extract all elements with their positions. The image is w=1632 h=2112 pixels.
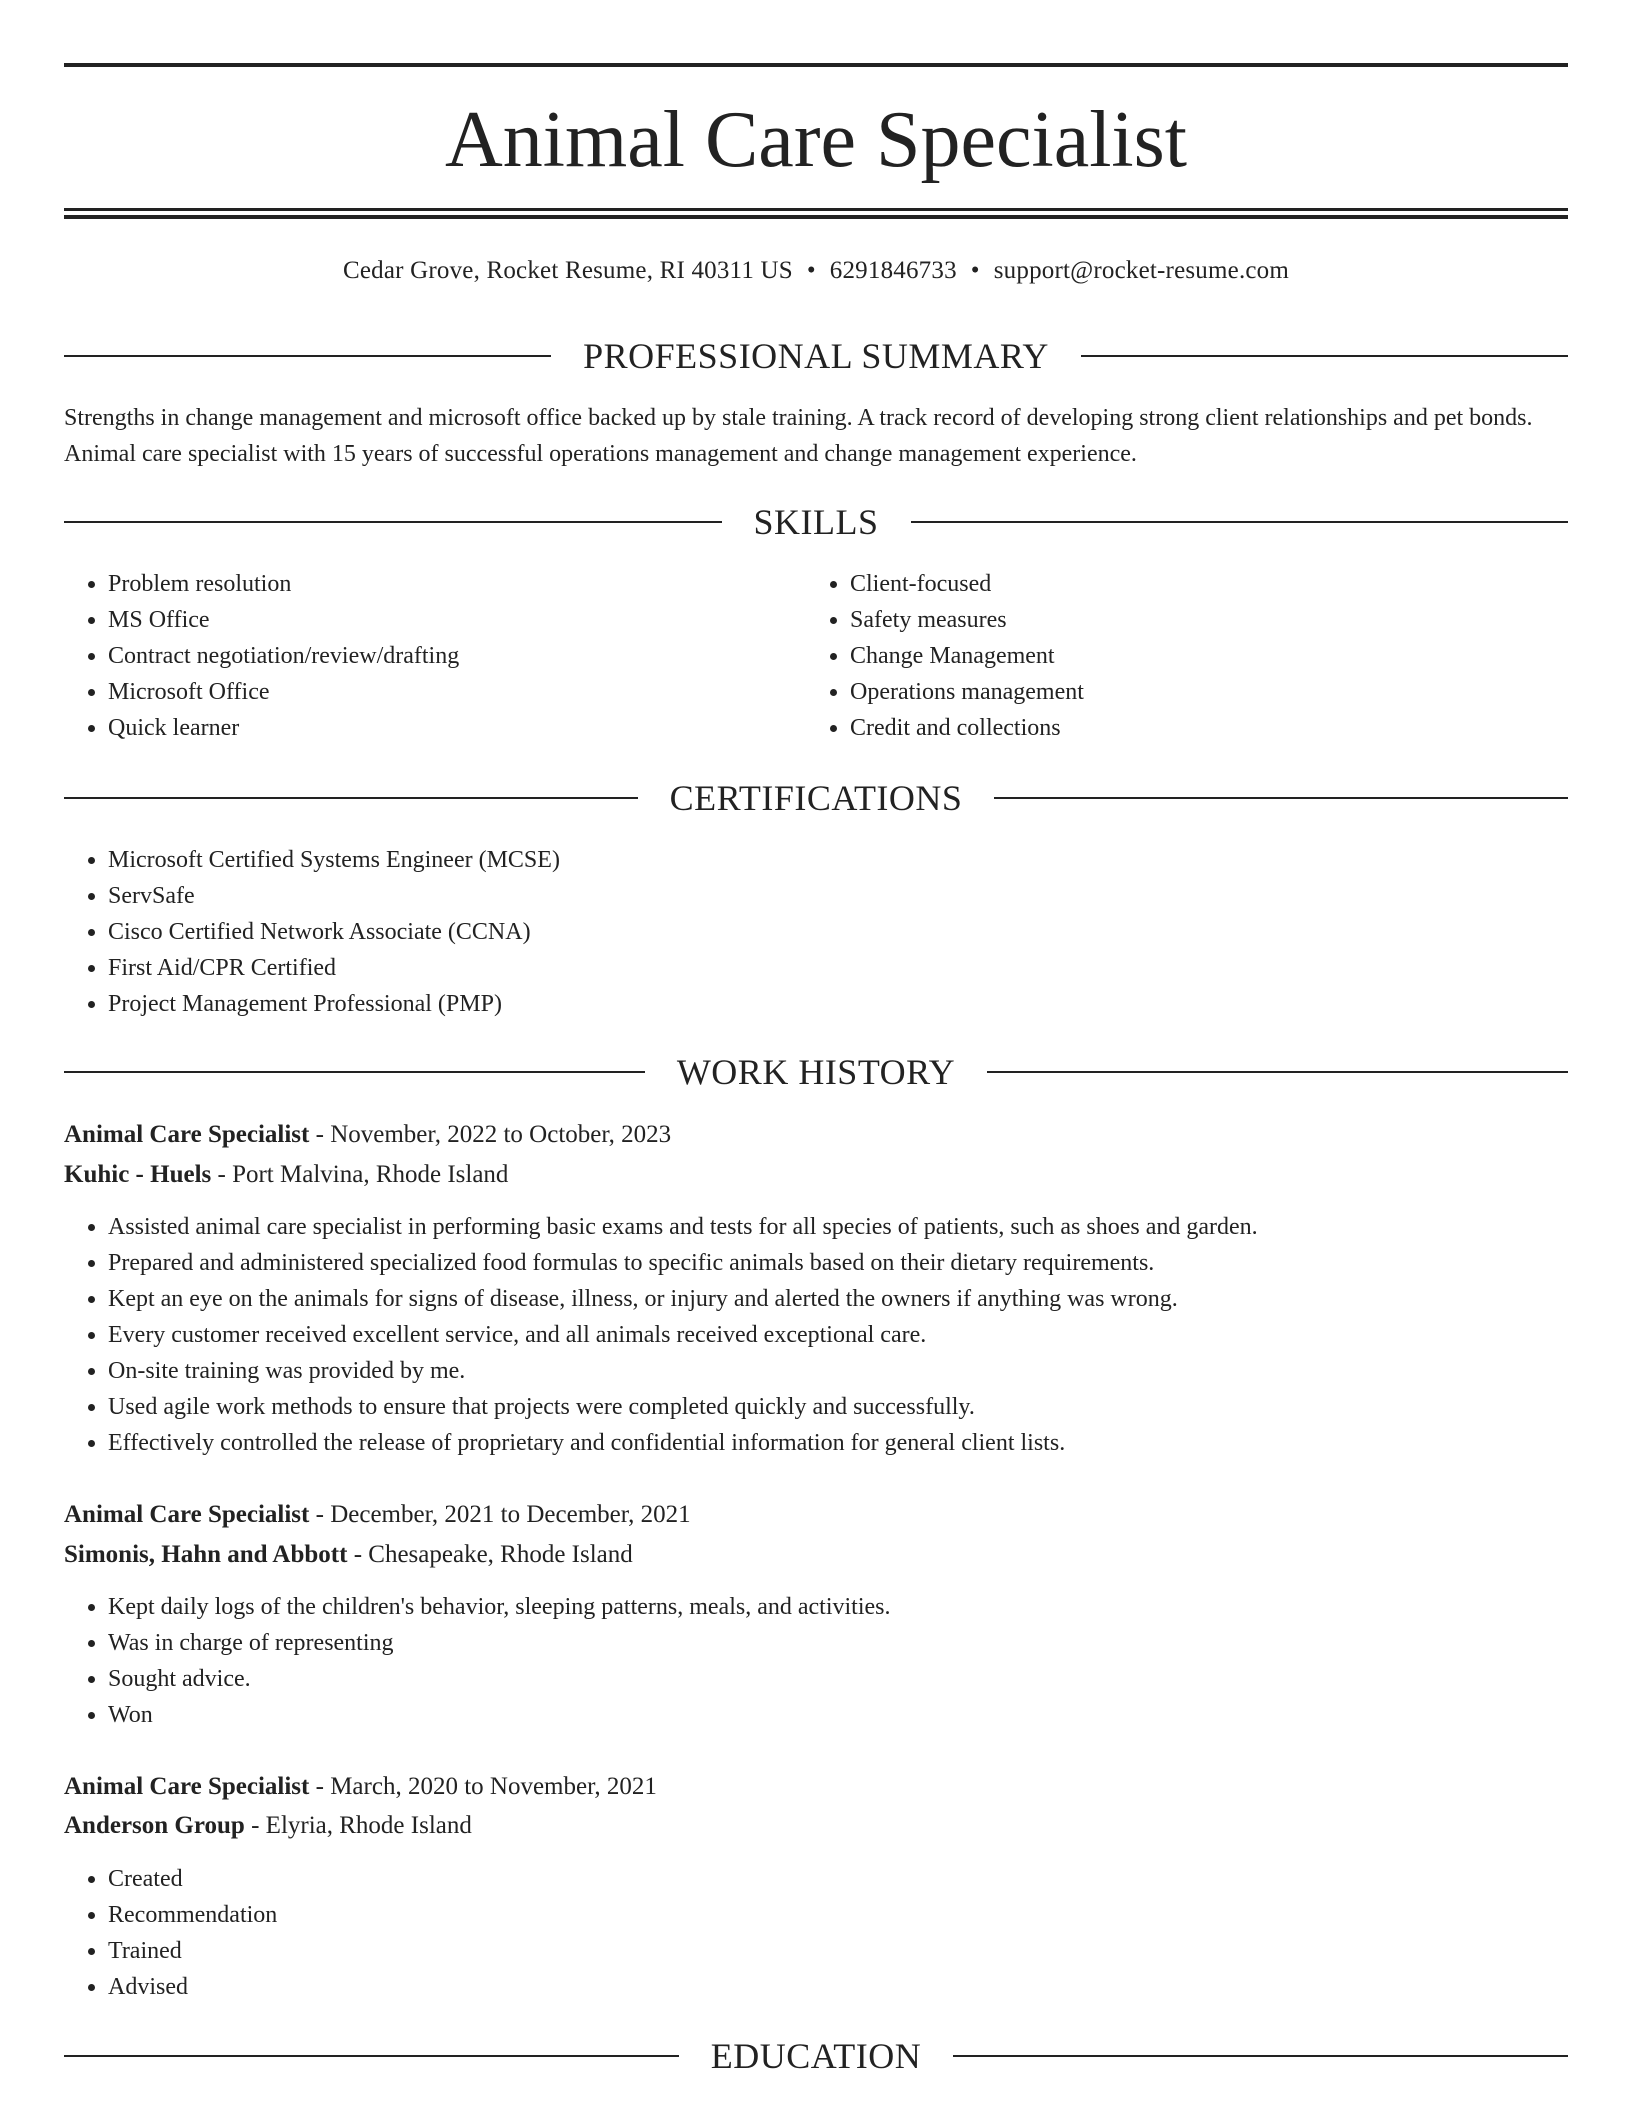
skill-item: • Microsoft Office	[108, 674, 804, 710]
job-bullet: • Used agile work methods to ensure that projects were completed quickly and successfully.	[108, 1389, 1568, 1425]
job-bullets	[64, 1589, 1568, 1733]
skill-item: • Contract negotiation/review/drafting	[108, 638, 804, 674]
skill-item: • Change Management	[850, 638, 1546, 674]
job-title-line	[64, 1767, 1568, 1807]
job-bullet: • Advised	[108, 1969, 1568, 2005]
job-bullet: • Kept daily logs of the children's behavior, sleeping patterns, meals, and activities.	[108, 1589, 1568, 1625]
skill-item: • MS Office	[108, 602, 804, 638]
job-bullet: • Won	[108, 1697, 1568, 1733]
job-bullet: • Kept an eye on the animals for signs of disease, illness, or injury and alerted the owners if anything was wrong.	[108, 1281, 1568, 1317]
job-bullet: • Sought advice.	[108, 1661, 1568, 1697]
certification-item: • Cisco Certified Network Associate (CCNA)	[108, 914, 1568, 950]
certification-item: • First Aid/CPR Certified	[108, 950, 1568, 986]
job-bullet: • Prepared and administered specialized food formulas to specific animals based on their dietary requirements.	[108, 1245, 1568, 1281]
contact-separator: •	[970, 257, 980, 284]
skill-item: • Quick learner	[108, 710, 804, 746]
heading-rule-right	[911, 521, 1569, 523]
header-double-rule	[64, 208, 1568, 219]
skill-item: • Credit and collections	[850, 710, 1546, 746]
skills-column-left	[64, 566, 804, 746]
job-bullet: • Created	[108, 1861, 1568, 1897]
job-bullet: • Assisted animal care specialist in performing basic exams and tests for all species of patients, such as shoes and garden.	[108, 1209, 1568, 1245]
skill-item: • Client-focused	[850, 566, 1546, 602]
job-role: Animal Care Specialist	[64, 1121, 310, 1148]
summary-text: Strengths in change management and microsoft office backed up by stale training. A track record of developing strong client relationships and pet bonds. Animal care specialist with 15 years of successful operations management and change management experience.	[64, 405, 1533, 467]
job-company: Simonis, Hahn and Abbott	[64, 1541, 348, 1568]
job-title-line	[64, 1495, 1568, 1535]
heading-rule-right	[987, 1071, 1568, 1073]
contact-email: support@rocket-resume.com	[993, 257, 1290, 284]
job-dates: - March, 2020 to November, 2021	[309, 1773, 657, 1800]
job-bullet: • Every customer received excellent service, and all animals received exceptional care.	[108, 1317, 1568, 1353]
job-company: Kuhic - Huels	[64, 1161, 212, 1188]
summary-title: PROFESSIONAL SUMMARY	[583, 336, 1049, 376]
certifications-title: CERTIFICATIONS	[669, 778, 963, 818]
contact-separator: •	[806, 257, 816, 284]
job-bullet: • Trained	[108, 1933, 1568, 1969]
skills-heading	[64, 502, 1568, 542]
job-dates: - December, 2021 to December, 2021	[309, 1501, 691, 1528]
job-bullet: • Effectively controlled the release of proprietary and confidential information for general client lists.	[108, 1425, 1568, 1461]
job-title-line	[64, 1115, 1568, 1155]
job-role: Animal Care Specialist	[64, 1773, 310, 1800]
contact-address: Cedar Grove, Rocket Resume, RI 40311 US	[342, 257, 793, 284]
heading-rule-left	[64, 521, 722, 523]
skills-column-right	[806, 566, 1546, 746]
certification-item: • Microsoft Certified Systems Engineer (MCSE)	[108, 842, 1568, 878]
education-heading	[64, 2036, 1568, 2076]
job-company-line	[64, 1155, 1568, 1195]
heading-rule-left	[64, 355, 551, 357]
work-history-heading	[64, 1052, 1568, 1092]
job-company-line	[64, 1806, 1568, 1846]
job-company-line	[64, 1535, 1568, 1575]
education-title: EDUCATION	[710, 2036, 922, 2076]
heading-rule-left	[64, 797, 638, 799]
contact-phone: 6291846733	[829, 257, 957, 284]
skill-item: • Operations management	[850, 674, 1546, 710]
heading-rule-right	[953, 2055, 1568, 2057]
job-bullet: • Was in charge of representing	[108, 1625, 1568, 1661]
work-history-title: WORK HISTORY	[676, 1052, 956, 1092]
summary-heading	[64, 336, 1568, 376]
heading-rule-left	[64, 1071, 645, 1073]
heading-rule-right	[994, 797, 1568, 799]
certification-item: • Project Management Professional (PMP)	[108, 986, 1568, 1022]
job-dates: - November, 2022 to October, 2023	[309, 1121, 672, 1148]
header-top-rule	[64, 63, 1568, 67]
certifications-list	[64, 842, 1568, 1022]
job-bullets	[64, 1209, 1568, 1461]
job-bullet: • On-site training was provided by me.	[108, 1353, 1568, 1389]
job-company: Anderson Group	[64, 1812, 245, 1839]
skill-item: • Problem resolution	[108, 566, 804, 602]
skills-title: SKILLS	[753, 502, 879, 542]
job-role: Animal Care Specialist	[64, 1501, 310, 1528]
job-location: - Port Malvina, Rhode Island	[211, 1161, 509, 1188]
certification-item: • ServSafe	[108, 878, 1568, 914]
certifications-heading	[64, 778, 1568, 818]
contact-line	[64, 254, 1568, 288]
heading-rule-left	[64, 2055, 679, 2057]
resume-name: Animal Care Specialist	[444, 96, 1188, 184]
job-bullets	[64, 1861, 1568, 2005]
job-location: - Elyria, Rhode Island	[244, 1812, 472, 1839]
job-location: - Chesapeake, Rhode Island	[347, 1541, 633, 1568]
job-bullet: • Recommendation	[108, 1897, 1568, 1933]
heading-rule-right	[1081, 355, 1568, 357]
skill-item: • Safety measures	[850, 602, 1546, 638]
